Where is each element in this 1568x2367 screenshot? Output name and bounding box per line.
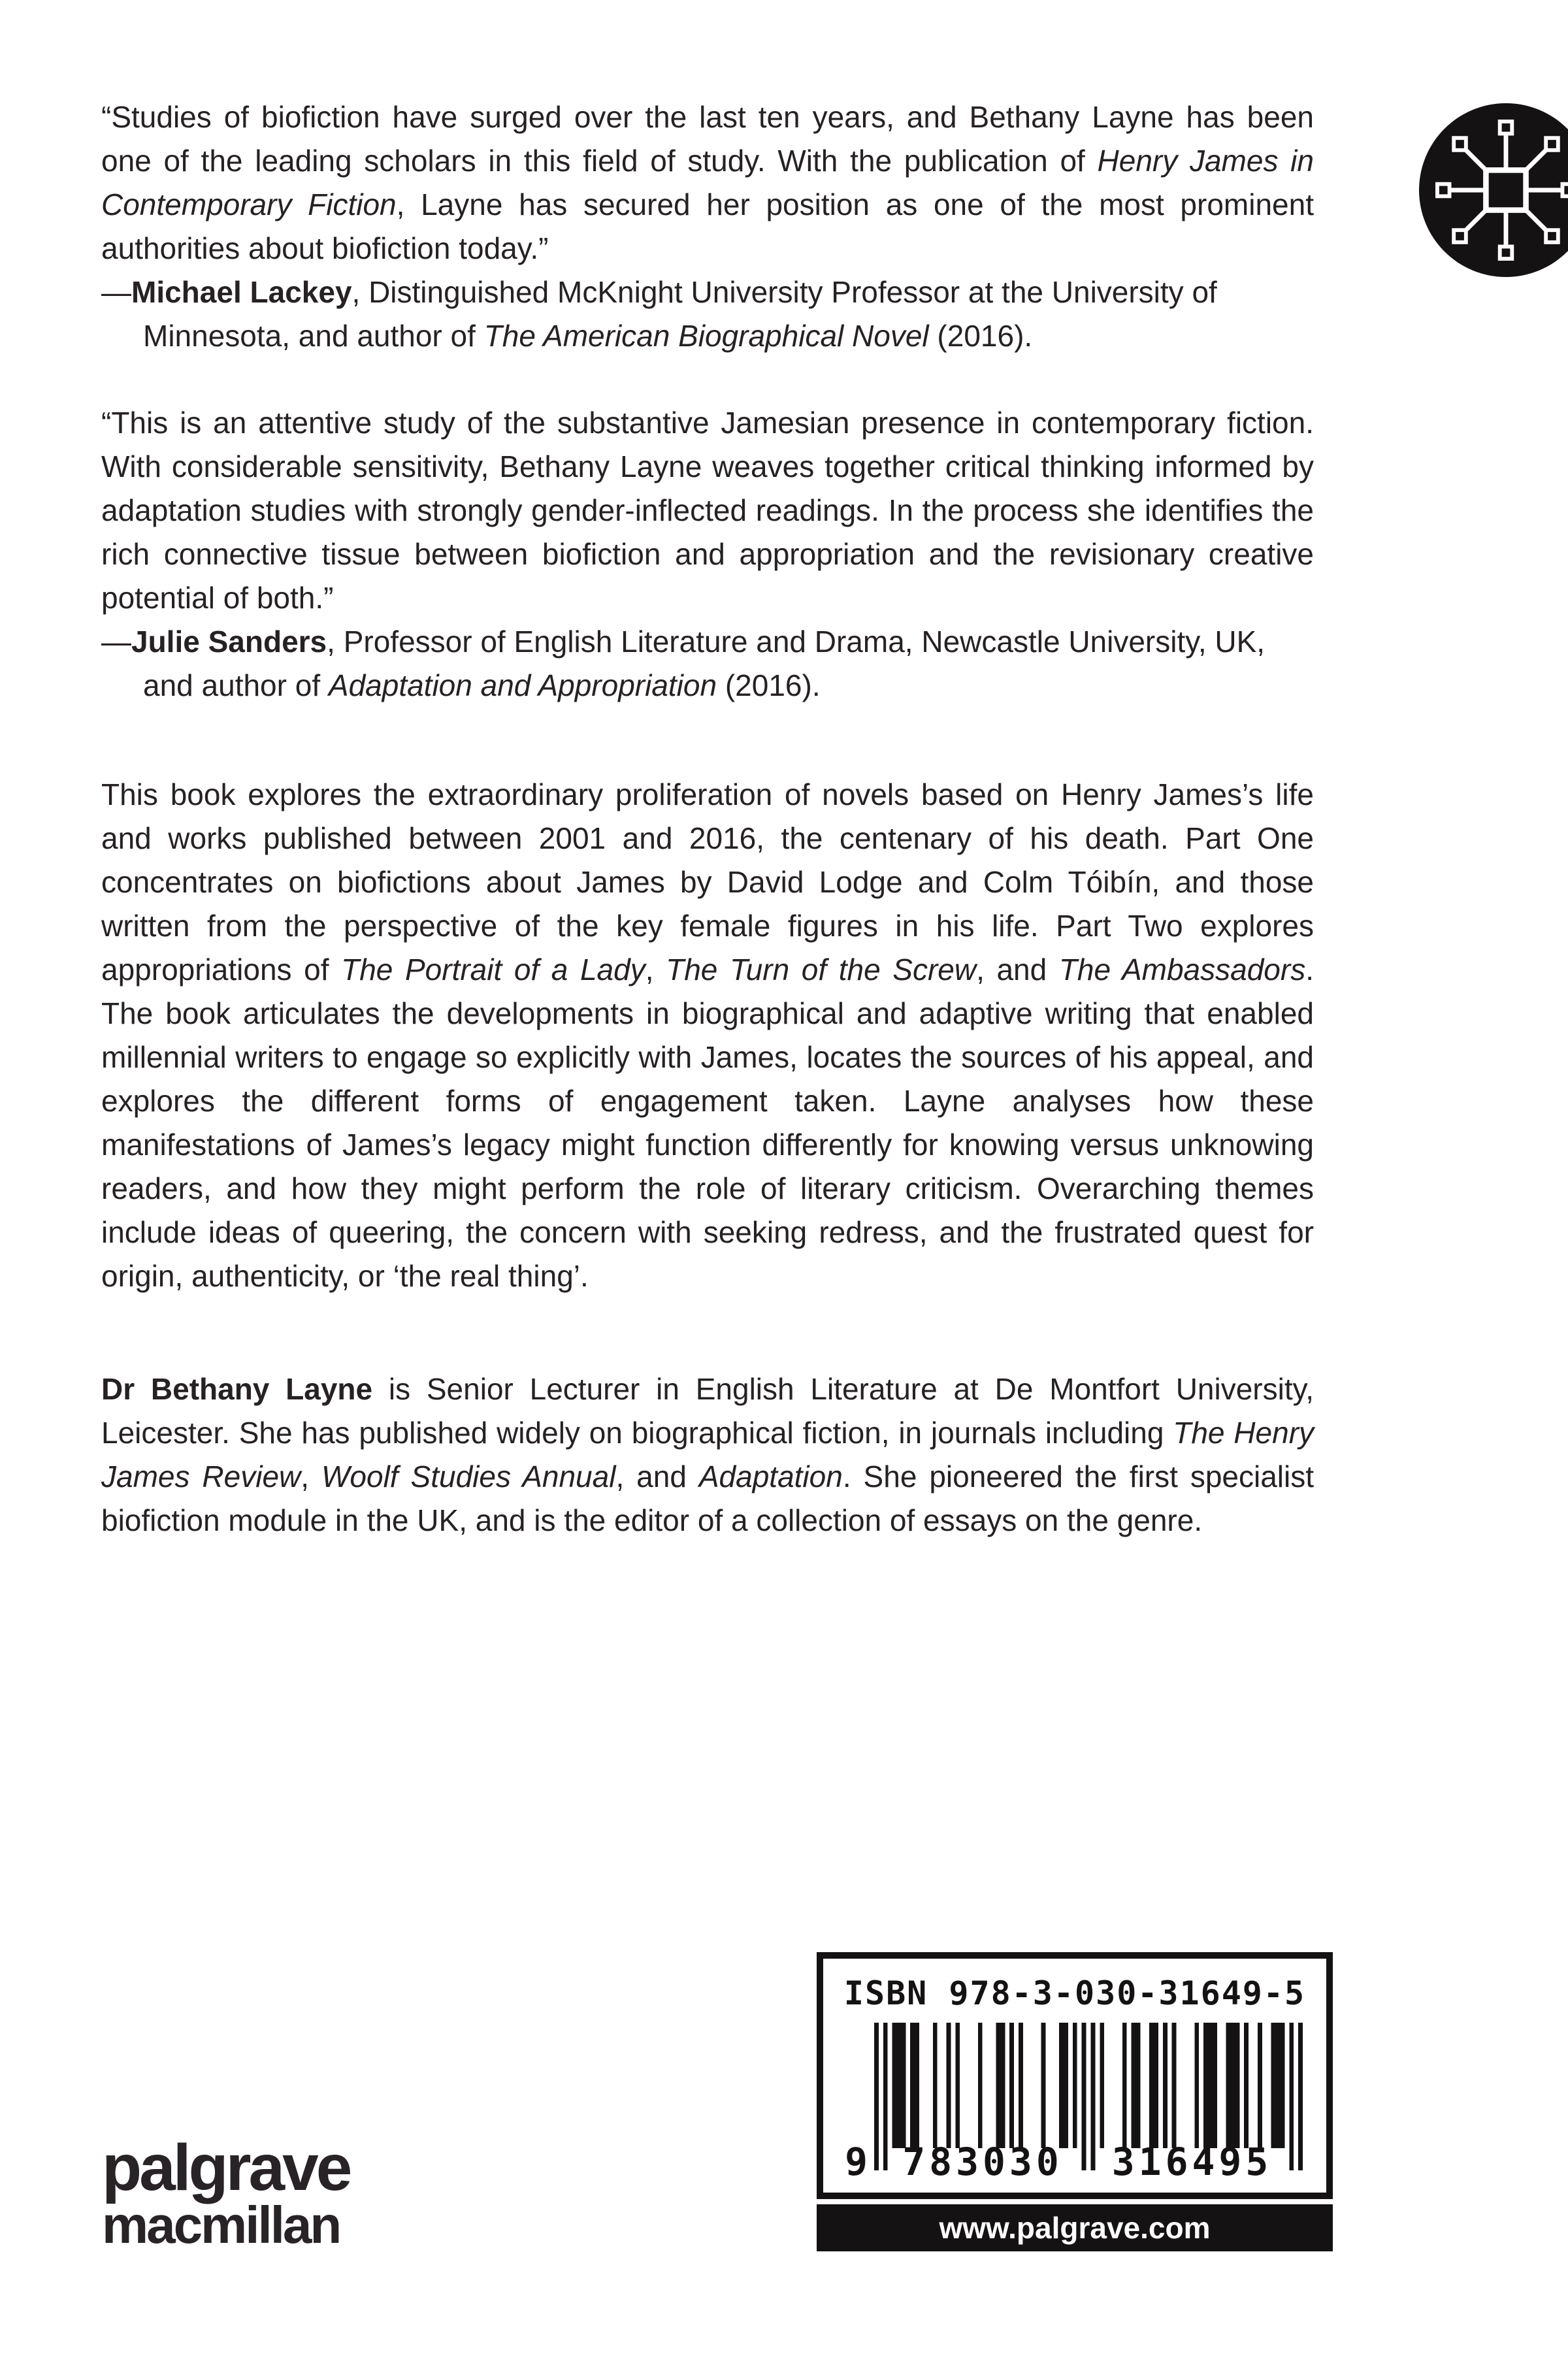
quote-segment: “This is an attentive study of the substantive Jamesian presence in contemporary fiction. With considerable sensitivity, Bethany Layne weaves together critical thinking informed by adaptation studies with strongly gender-inflected readings. In the process she identifies the rich connective tissue between biofiction and appropriation and the revisionary creative potential of both.” xyxy=(101,406,1314,615)
quote-1-text xyxy=(101,95,1314,270)
barcode-digits-right: 316495 xyxy=(1111,2140,1273,2184)
referenced-title: The Ambassadors xyxy=(1058,953,1306,987)
endorser-name: Michael Lackey xyxy=(131,275,352,309)
text-segment: . The book articulates the developments in biographical and adaptive writing that enabled millennial writers to engage so explicitly with James, locates the sources of his appeal, and explores the different forms of engagement taken. Layne analyses how these manifestations of James’s legacy might function differently for knowing versus unknowing readers, and how they might perform the role of literary criticism. Overarching themes include ideas of queering, the concern with seeking redress, and the frustrated quest for origin, authenticity, or ‘the real thing’. xyxy=(101,953,1314,1293)
em-dash: — xyxy=(101,625,131,659)
publisher-website-url: www.palgrave.com xyxy=(939,2211,1211,2245)
book-description-paragraph xyxy=(101,773,1314,1298)
journal-title: The Henry James Review xyxy=(101,1416,1315,1494)
back-cover-text xyxy=(101,95,1314,1543)
text-segment: , xyxy=(301,1460,321,1494)
palgrave-macmillan-wordmark xyxy=(102,2131,350,2254)
endorsement-quote-1 xyxy=(101,95,1314,358)
endorsement-quote-2 xyxy=(101,401,1314,708)
quote-segment: , Layne has secured her position as one of the most prominent authorities about biofiction today.” xyxy=(101,188,1314,265)
author-name: Dr Bethany Layne xyxy=(101,1372,373,1406)
endorser-name: Julie Sanders xyxy=(131,625,327,659)
endorser-work-year: (2016). xyxy=(928,319,1033,353)
cited-book-title: Henry James in Contemporary Fiction xyxy=(101,144,1314,221)
text-segment: . She pioneered the first specialist biofiction module in the UK, and is the editor of a collection of essays on the genre. xyxy=(101,1460,1315,1537)
endorser-work-year: (2016). xyxy=(717,668,821,702)
referenced-title: The Turn of the Screw xyxy=(666,953,977,987)
barcode-lead-digit: 9 xyxy=(845,2140,868,2184)
quote-2-attribution xyxy=(101,620,1314,708)
journal-title: Adaptation xyxy=(698,1460,843,1494)
text-segment: This book explores the extraordinary proliferation of novels based on Henry James’s life and works published between 2001 and 2016, the centenary of his death. Part One concentrates on biofictions about James by David Lodge and Colm Tóibín, and those written from the perspective of the key female figures in his life. Part Two explores appropriations of xyxy=(101,777,1314,987)
wordmark-palgrave: palgrave xyxy=(102,2131,350,2204)
referenced-title: The Portrait of a Lady xyxy=(341,953,645,987)
quote-segment: “Studies of biofiction have surged over the last ten years, and Bethany Layne has been one of the leading scholars in this field of study. With the publication of xyxy=(101,100,1314,178)
endorser-work-title: Adaptation and Appropriation xyxy=(328,668,717,702)
barcode-digits-left: 783030 xyxy=(902,2140,1063,2184)
isbn-barcode-box xyxy=(817,1952,1333,2199)
quote-1-attribution xyxy=(101,270,1314,358)
quote-2-text xyxy=(101,401,1314,620)
endorser-work-title: The American Biographical Novel xyxy=(483,319,929,353)
text-segment: , and xyxy=(615,1460,699,1494)
endorser-role: , Distinguished McKnight University Professor at the University of Minnesota, and author of xyxy=(143,275,1217,353)
palgrave-network-icon xyxy=(1419,103,1568,277)
em-dash: — xyxy=(101,275,131,309)
wordmark-macmillan: macmillan xyxy=(102,2196,340,2254)
author-bio-paragraph xyxy=(101,1367,1314,1543)
book-description xyxy=(101,773,1314,1298)
text-segment: , and xyxy=(976,953,1059,987)
endorser-role: , Professor of English Literature and Drama, Newcastle University, UK, and author of xyxy=(143,625,1266,702)
author-bio xyxy=(101,1367,1314,1543)
publisher-website-bar xyxy=(817,2204,1333,2251)
text-segment: is Senior Lecturer in English Literature at De Montfort University, Leicester. She has published widely on biographical fiction, in journals including xyxy=(101,1372,1314,1450)
journal-title: Woolf Studies Annual xyxy=(321,1460,616,1494)
text-segment: , xyxy=(645,953,666,987)
isbn-number: ISBN 978-3-030-31649-5 xyxy=(843,1974,1306,2012)
